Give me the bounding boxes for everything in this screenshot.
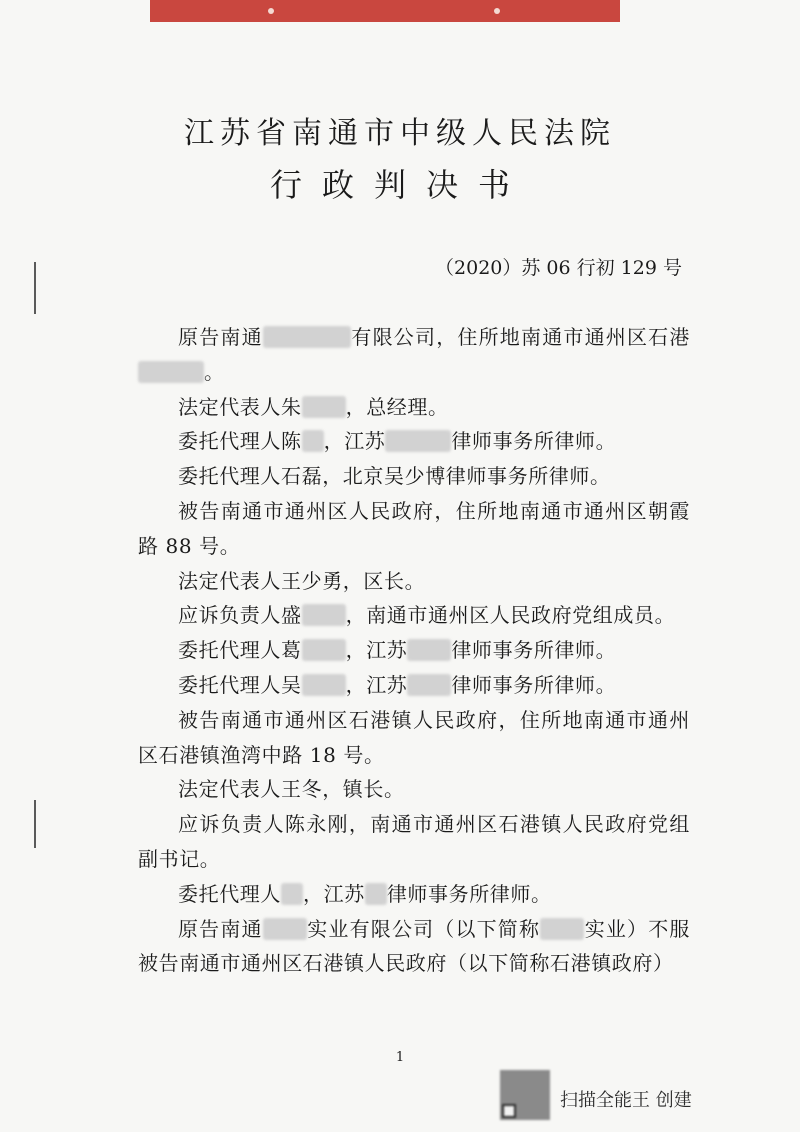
redaction-mark (540, 918, 584, 940)
paragraph-defendant-2-responsible: 应诉负责人陈永刚，南通市通州区石港镇人民政府党组副书记。 (138, 812, 690, 871)
redaction-mark (302, 430, 324, 452)
paragraph-defendant-1-responsible: 应诉负责人盛 ，南通市通州区人民政府党组成员。 (178, 603, 676, 628)
scanner-watermark (500, 1070, 760, 1120)
redaction-mark (263, 918, 307, 940)
top-red-strip (150, 0, 620, 22)
redaction-mark (385, 430, 451, 452)
margin-mark (34, 262, 36, 314)
redaction-mark (365, 883, 387, 905)
paragraph-plaintiff-agent-2: 委托代理人石磊，北京吴少博律师事务所律师。 (178, 464, 611, 489)
paragraph-case-summary: 原告南通 实业有限公司（以下简称 实业）不服被告南通市通州区石港镇人民政府（以下简称石港镇政府） (138, 916, 690, 976)
binding-hole-icon (494, 8, 500, 14)
redaction-mark (407, 674, 451, 696)
paragraph-defendant-2-legal-rep: 法定代表人王冬，镇长。 (178, 777, 405, 802)
redaction-mark (302, 604, 346, 626)
redaction-mark (407, 639, 451, 661)
redaction-mark (138, 361, 204, 383)
judgment-body (138, 320, 690, 981)
paragraph-plaintiff-agent-1: 委托代理人陈 ，江苏 律师事务所律师。 (178, 429, 617, 454)
paragraph-defendant-1-agent-2: 委托代理人吴 ，江苏 律师事务所律师。 (178, 672, 617, 697)
paragraph-plaintiff-legal-rep: 法定代表人朱 ，总经理。 (178, 394, 449, 419)
page-number: 1 (395, 1050, 405, 1065)
court-name: 江苏省南通市中级人民法院 (184, 116, 616, 151)
document-type: 行政判决书 (269, 166, 530, 204)
redaction-mark (302, 674, 346, 696)
binding-hole-icon (268, 8, 274, 14)
paragraph-defendant-1-legal-rep: 法定代表人王少勇，区长。 (178, 568, 426, 593)
redaction-mark (281, 883, 303, 905)
redaction-mark (302, 639, 346, 661)
case-number: （2020）苏 06 行初 129 号 (435, 257, 682, 279)
paragraph-defendant-2-agent: 委托代理人 ，江苏 律师事务所律师。 (178, 881, 552, 906)
paragraph-plaintiff: 原告南通 有限公司，住所地南通市通州区石港。 (138, 320, 690, 390)
paragraph-defendant-1-agent-1: 委托代理人葛 ，江苏 律师事务所律师。 (178, 638, 617, 663)
margin-mark (34, 800, 36, 848)
qr-code-icon (500, 1070, 550, 1120)
redaction-mark (302, 396, 346, 418)
paragraph-defendant-2: 被告南通市通州区石港镇人民政府，住所地南通市通州区石港镇渔湾中路 18 号。 (138, 707, 690, 767)
scanner-watermark-label: 扫描全能王 创建 (560, 1090, 692, 1111)
redaction-mark (263, 326, 351, 348)
paragraph-defendant-1: 被告南通市通州区人民政府，住所地南通市通州区朝霞路 88 号。 (138, 498, 690, 558)
